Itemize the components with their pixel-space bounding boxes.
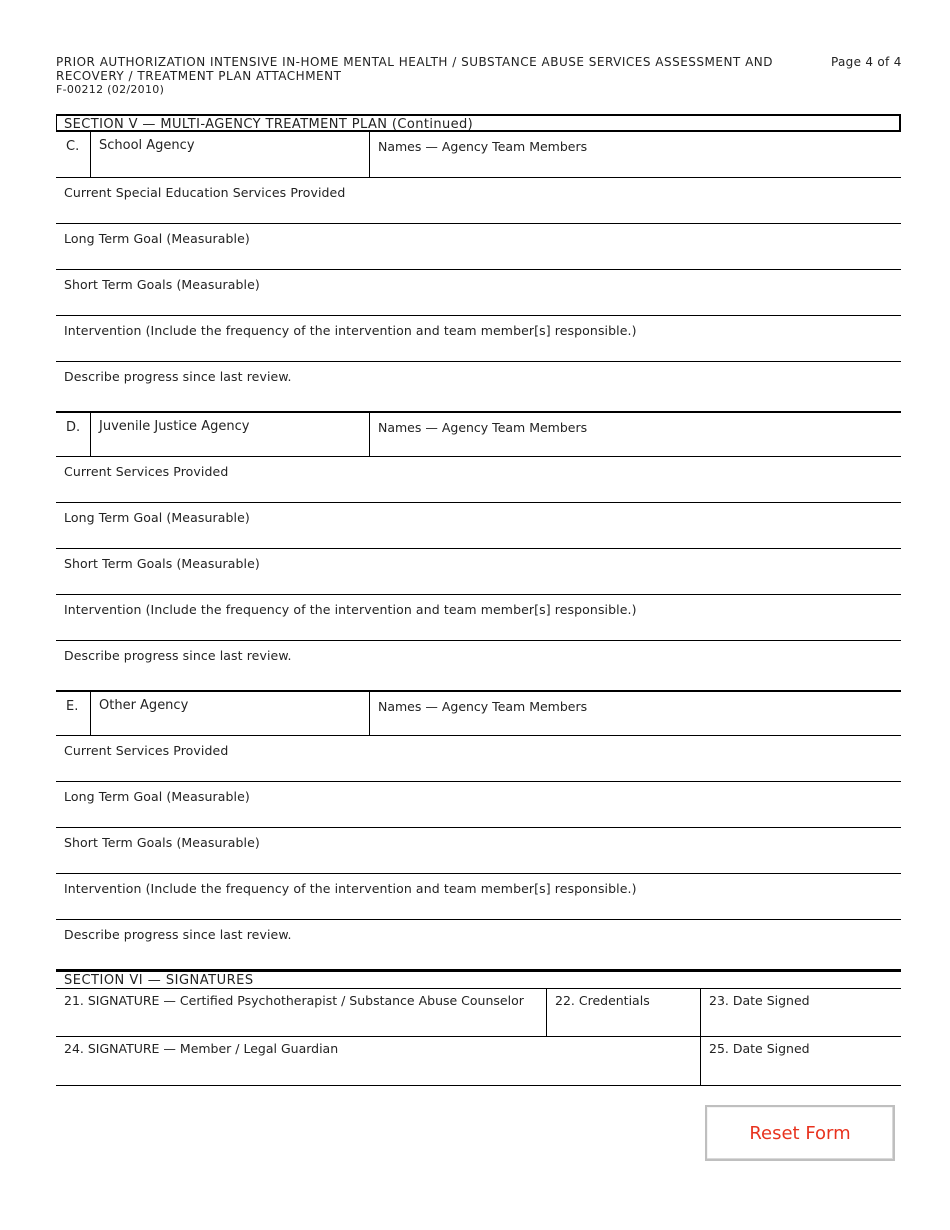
- signature-row-1: [56, 989, 901, 1037]
- page-number: Page 4 of 4: [831, 55, 902, 69]
- agency-d-letter: D.: [56, 413, 91, 456]
- agency-e-long-term-goal-field[interactable]: Long Term Goal (Measurable): [56, 782, 901, 828]
- treatment-plan-form: [56, 114, 901, 1086]
- signature-24-field[interactable]: 24. SIGNATURE — Member / Legal Guardian: [56, 1037, 701, 1085]
- signature-21-field[interactable]: 21. SIGNATURE — Certified Psychotherapist / Substance Abuse Counselor: [56, 989, 547, 1036]
- agency-c-short-term-goals-field[interactable]: Short Term Goals (Measurable): [56, 270, 901, 316]
- agency-e-members-field[interactable]: Names — Agency Team Members: [378, 699, 588, 714]
- agency-d-services-field[interactable]: Current Services Provided: [56, 457, 901, 503]
- date-signed-23-field[interactable]: 23. Date Signed: [709, 993, 810, 1008]
- credentials-22-field[interactable]: 22. Credentials: [547, 989, 701, 1036]
- agency-c-row: [56, 132, 901, 178]
- section-vi-header: SECTION VI — SIGNATURES: [56, 969, 901, 989]
- agency-e-short-term-goals-field[interactable]: Short Term Goals (Measurable): [56, 828, 901, 874]
- section-v-header: SECTION V — MULTI-AGENCY TREATMENT PLAN (Continued): [56, 114, 901, 132]
- agency-d-long-term-goal-field[interactable]: Long Term Goal (Measurable): [56, 503, 901, 549]
- agency-e-letter: E.: [56, 692, 91, 735]
- form-number: F-00212 (02/2010): [56, 83, 165, 96]
- agency-c-name-field[interactable]: School Agency: [91, 132, 370, 177]
- agency-d-intervention-field[interactable]: Intervention (Include the frequency of the intervention and team member[s] responsible.): [56, 595, 901, 641]
- agency-d-progress-field[interactable]: Describe progress since last review.: [64, 648, 292, 663]
- signature-row-2: [56, 1037, 901, 1086]
- form-title: PRIOR AUTHORIZATION INTENSIVE IN-HOME MENTAL HEALTH / SUBSTANCE ABUSE SERVICES ASSESSMENT AND RECOVERY / TREATMENT PLAN ATTACHMENT: [56, 55, 774, 83]
- agency-d-name-field[interactable]: Juvenile Justice Agency: [91, 413, 370, 456]
- date-signed-25-field[interactable]: 25. Date Signed: [709, 1041, 810, 1056]
- agency-d-row: [56, 411, 901, 457]
- agency-e-intervention-field[interactable]: Intervention (Include the frequency of the intervention and team member[s] responsible.): [56, 874, 901, 920]
- agency-c-members-field[interactable]: Names — Agency Team Members: [378, 139, 588, 154]
- agency-c-intervention-field[interactable]: Intervention (Include the frequency of the intervention and team member[s] responsible.): [56, 316, 901, 362]
- agency-e-services-field[interactable]: Current Services Provided: [56, 736, 901, 782]
- agency-d-members-field[interactable]: Names — Agency Team Members: [378, 420, 588, 435]
- agency-c-letter: C.: [56, 132, 91, 177]
- agency-c-services-field[interactable]: Current Special Education Services Provided: [56, 178, 901, 224]
- agency-e-progress-field[interactable]: Describe progress since last review.: [64, 927, 292, 942]
- agency-c-progress-field[interactable]: Describe progress since last review.: [64, 369, 292, 384]
- agency-c-long-term-goal-field[interactable]: Long Term Goal (Measurable): [56, 224, 901, 270]
- reset-form-button[interactable]: Reset Form: [705, 1105, 895, 1161]
- agency-e-row: [56, 690, 901, 736]
- agency-d-short-term-goals-field[interactable]: Short Term Goals (Measurable): [56, 549, 901, 595]
- agency-e-name-field[interactable]: Other Agency: [91, 692, 370, 735]
